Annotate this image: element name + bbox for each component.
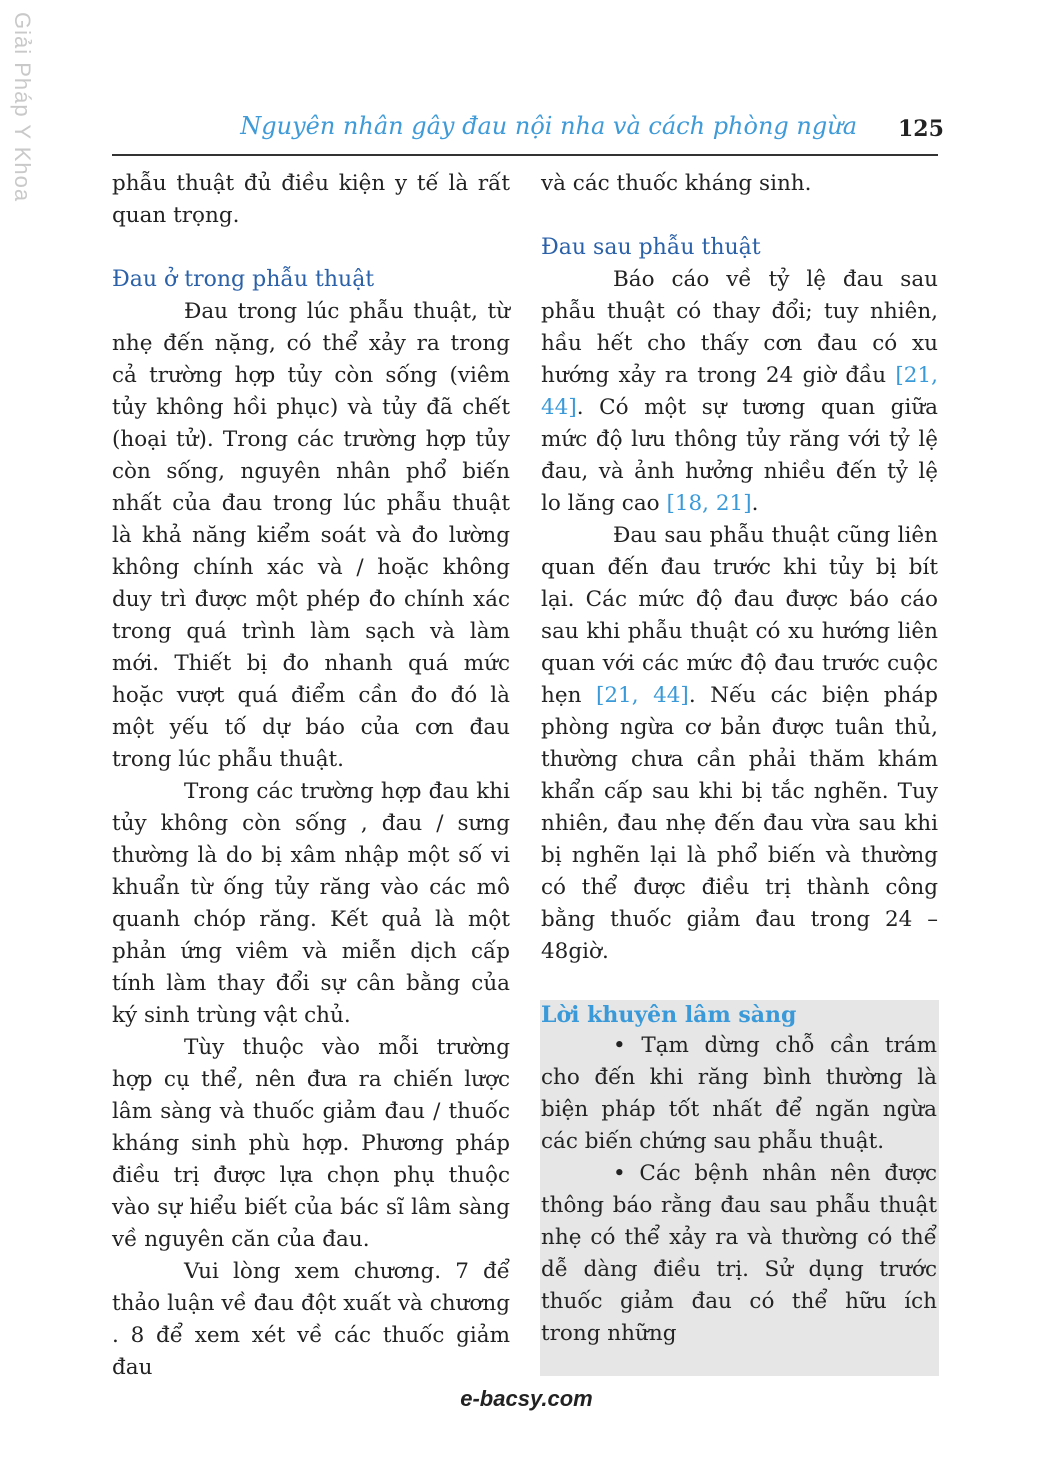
footer-website: e-bacsy.com [460, 1386, 593, 1411]
citation-link[interactable]: [21, 44] [541, 363, 938, 420]
paragraph: Vui lòng xem chương. 7 để thảo luận về đau đột xuất và chương . 8 để xem xét về các thuốc giảm đau [112, 1259, 510, 1380]
citation-link[interactable]: [21, 44] [595, 683, 689, 708]
clinical-advice-box [540, 1000, 939, 1376]
continued-paragraph: phẫu thuật đủ điều kiện y tế là rất quan trọng. [112, 171, 510, 228]
advice-bullet: • Tạm dừng chỗ cần trám cho đến khi răng bình thường là biện pháp tốt nhất để ngăn ngừa các biến chứng sau phẫu thuật. [541, 1033, 937, 1154]
spacer [541, 200, 938, 232]
text-run: Báo cáo về tỷ lệ đau sau phẫu thuật có thay đổi; tuy nhiên, hầu hết cho thấy cơn đau có xu hướng xảy ra trong 24 giờ đầu [541, 267, 938, 388]
paragraph: Trong các trường hợp đau khi tủy không còn sống , đau / sưng thường là do bị xâm nhập một số vi khuẩn từ ống tủy răng vào các mô quanh chóp răng. Kết quả là một phản ứng viêm và miễn dịch cấp tính làm thay đổi sự cân bằng của ký sinh trùng vật chủ. [112, 779, 510, 1028]
running-title: Nguyên nhân gây đau nội nha và cách phòng ngừa [240, 112, 857, 140]
text-run: . Nếu các biện pháp phòng ngừa cơ bản được tuân thủ, thường chưa cần phải thăm khám khẩn cấp sau khi bị tắc nghẽn. Tuy nhiên, đau nhẹ đến đau vừa sau khi bị nghẽn lại là phổ biến và thường có thể được điều trị thành công bằng thuốc giảm đau trong 24 – 48giờ. [541, 683, 938, 964]
text-run: . Có một sự tương quan giữa mức độ lưu thông tủy răng với tỷ lệ đau, và ảnh hưởng nhiều đến tỷ lệ lo lăng cao [541, 395, 938, 516]
paragraph [541, 264, 938, 520]
text-run: Đau sau phẫu thuật cũng liên quan đến đau trước khi tủy bị bít lại. Các mức độ đau được báo cáo sau khi phẫu thuật có xu hướng liên quan với các mức độ đau trước cuộc hẹn [541, 523, 938, 708]
section-heading-postoperative-pain: Đau sau phẫu thuật [541, 235, 761, 260]
continued-paragraph: và các thuốc kháng sinh. [541, 171, 812, 196]
advice-heading: Lời khuyên lâm sàng [541, 1002, 797, 1028]
text-run: . [751, 491, 759, 516]
spacer [112, 232, 510, 264]
right-column [541, 168, 938, 968]
left-column [112, 168, 510, 1384]
section-heading-intraoperative-pain: Đau ở trong phẫu thuật [112, 267, 375, 292]
page-number: 125 [898, 116, 944, 142]
citation-link[interactable]: [18, 21] [666, 491, 752, 516]
header-rule [112, 154, 938, 156]
paragraph: Tùy thuộc vào mỗi trường hợp cụ thể, nên đưa ra chiến lược lâm sàng và thuốc giảm đau / thuốc kháng sinh phù hợp. Phương pháp điều trị được lựa chọn phụ thuộc vào sự hiểu biết của bác sĩ lâm sàng về nguyên căn của đau. [112, 1035, 510, 1252]
paragraph: Đau trong lúc phẫu thuật, từ nhẹ đến nặng, có thể xảy ra trong cả trường hợp tủy còn sống (viêm tủy không hồi phục) và tủy đã chết (hoại tử). Trong các trường hợp tủy còn sống, nguyên nhân phổ biến nhất của đau trong lúc phẫu thuật là khả năng kiểm soát và đo lường không chính xác và / hoặc không duy trì được một phép đo chính xác trong quá trình làm sạch và làm mới. Thiết bị đo nhanh quá mức hoặc vượt quá điểm cần đo đó là một yếu tố dự báo của cơn đau trong lúc phẫu thuật. [112, 299, 510, 772]
watermark-text: Giải Pháp Y Khoa [10, 12, 35, 203]
paragraph [541, 520, 938, 968]
advice-bullet: • Các bệnh nhân nên được thông báo rằng đau sau phẫu thuật nhẹ có thể xảy ra và thường có thể dễ dàng điều trị. Sử dụng trước thuốc giảm đau có thể hữu ích trong những [541, 1161, 937, 1346]
